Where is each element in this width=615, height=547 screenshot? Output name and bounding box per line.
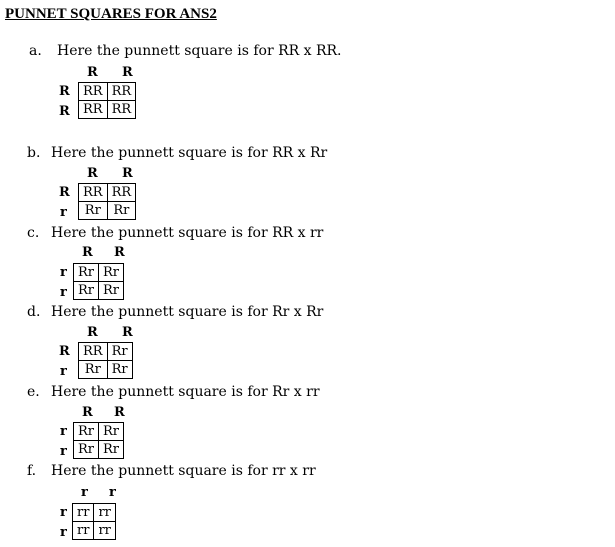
grid-cell: RR <box>107 184 136 202</box>
punnett-square <box>78 342 133 379</box>
grid-row <box>73 522 116 540</box>
column-header: R <box>122 325 133 340</box>
row-header: R <box>59 344 70 359</box>
row-header: R <box>59 104 70 119</box>
section-marker: a. <box>29 43 42 59</box>
column-header: R <box>114 405 125 420</box>
column-header: r <box>109 485 116 500</box>
grid-cell: rr <box>73 522 94 540</box>
row-header: r <box>60 525 67 540</box>
row-header: R <box>59 185 70 200</box>
grid-row <box>79 83 136 101</box>
grid-row <box>79 101 136 119</box>
grid-cell: Rr <box>74 282 99 300</box>
column-header: R <box>87 65 98 80</box>
column-header: R <box>122 65 133 80</box>
row-header: r <box>60 505 67 520</box>
grid-cell: Rr <box>107 361 132 379</box>
section-text: Here the punnett square is for Rr x rr <box>51 384 320 400</box>
grid-cell: Rr <box>99 264 124 282</box>
section-marker: e. <box>27 384 40 400</box>
section-marker: c. <box>27 225 40 241</box>
grid-row <box>74 282 124 300</box>
grid-cell: Rr <box>107 343 132 361</box>
column-header: R <box>114 245 125 260</box>
section-text: Here the punnett square is for Rr x Rr <box>51 304 324 320</box>
section-heading <box>29 43 342 59</box>
grid-cell: Rr <box>79 361 108 379</box>
column-header: r <box>81 485 88 500</box>
page-title: PUNNET SQUARES FOR ANS2 <box>5 6 217 22</box>
row-header: r <box>60 364 67 379</box>
punnett-square <box>78 183 136 220</box>
section-heading <box>27 145 327 161</box>
grid-cell: Rr <box>74 264 99 282</box>
grid-cell: Rr <box>79 202 108 220</box>
grid-row <box>74 264 124 282</box>
section-text: Here the punnett square is for RR x RR. <box>57 43 342 59</box>
grid-row <box>79 202 136 220</box>
row-header: r <box>60 265 67 280</box>
row-header: r <box>60 205 67 220</box>
grid-cell: Rr <box>99 441 124 459</box>
grid-cell: rr <box>73 504 94 522</box>
row-header: r <box>60 285 67 300</box>
column-header: R <box>82 245 93 260</box>
grid-cell: Rr <box>99 282 124 300</box>
section-text: Here the punnett square is for RR x Rr <box>51 145 328 161</box>
punnett-square <box>73 263 124 300</box>
punnett-square <box>72 503 116 540</box>
section-heading <box>27 384 320 400</box>
column-header: R <box>87 166 98 181</box>
grid-cell: rr <box>94 522 115 540</box>
grid-cell: RR <box>79 184 108 202</box>
column-header: R <box>122 166 133 181</box>
column-header: R <box>82 405 93 420</box>
grid-row <box>79 361 133 379</box>
column-header: R <box>87 325 98 340</box>
section-marker: f. <box>27 463 37 479</box>
row-header: r <box>60 444 67 459</box>
punnett-square <box>78 82 136 119</box>
row-header: R <box>59 84 70 99</box>
grid-cell: Rr <box>74 441 99 459</box>
punnett-square <box>73 422 124 459</box>
row-header: r <box>60 424 67 439</box>
grid-row <box>74 423 124 441</box>
section-text: Here the punnett square is for RR x rr <box>51 225 324 241</box>
grid-row <box>73 504 116 522</box>
section-heading <box>27 304 323 320</box>
grid-cell: RR <box>79 83 108 101</box>
section-marker: b. <box>27 145 41 161</box>
section-marker: d. <box>27 304 41 320</box>
grid-row <box>79 343 133 361</box>
grid-cell: RR <box>79 343 108 361</box>
grid-cell: Rr <box>107 202 136 220</box>
grid-row <box>79 184 136 202</box>
grid-row <box>74 441 124 459</box>
grid-cell: Rr <box>99 423 124 441</box>
section-heading <box>27 225 323 241</box>
grid-cell: Rr <box>74 423 99 441</box>
grid-cell: rr <box>94 504 115 522</box>
grid-cell: RR <box>107 83 136 101</box>
section-text: Here the punnett square is for rr x rr <box>51 463 316 479</box>
section-heading <box>27 463 316 479</box>
grid-cell: RR <box>79 101 108 119</box>
grid-cell: RR <box>107 101 136 119</box>
